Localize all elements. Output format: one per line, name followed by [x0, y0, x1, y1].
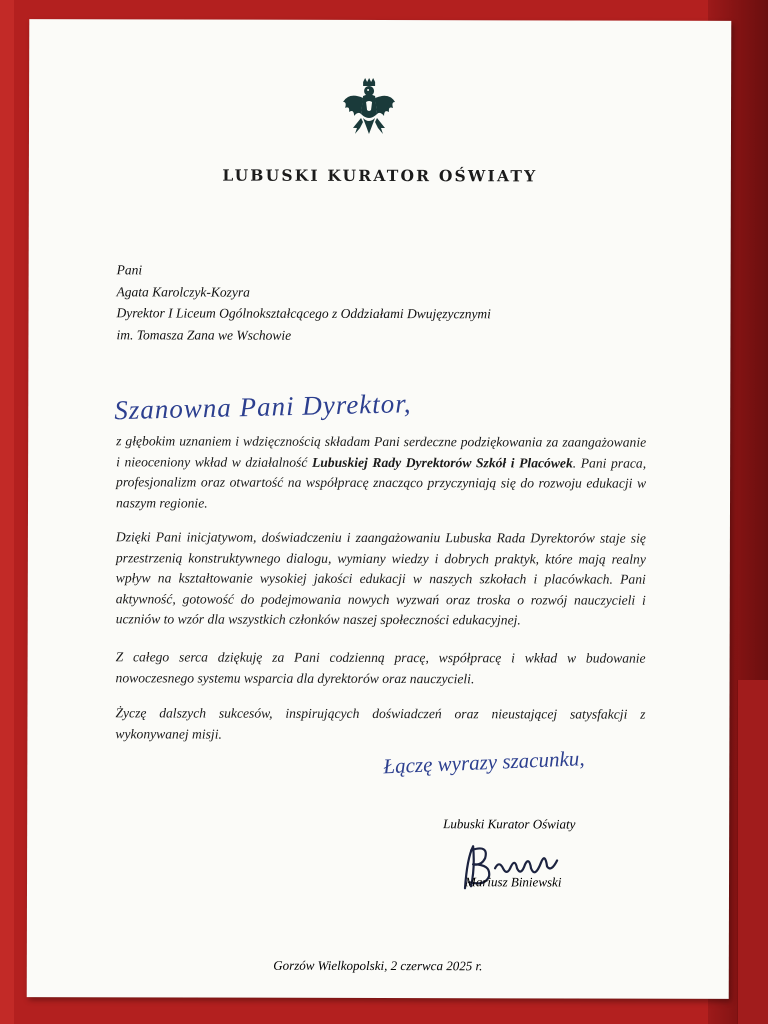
paragraph-1-text-a: z głębokim uznaniem i wdzięcznością składam Pani serdeczne podziękowania za zaangażowanie i nieoceniony wkład w działalność: [116, 433, 647, 470]
addressee-school: im. Tomasza Zana we Wschowie: [116, 326, 292, 343]
addressee-name: Agata Karolczyk-Kozyra: [116, 283, 250, 300]
addressee-block: [116, 259, 491, 346]
addressee-position: Dyrektor I Liceum Ogólnokształcącego z Oddziałami Dwujęzycznymi: [116, 305, 491, 322]
paragraph-1: [116, 431, 646, 514]
signature-title: Lubuski Kurator Oświaty: [443, 816, 576, 832]
signatory-name: Mariusz Biniewski: [465, 874, 562, 890]
polish-eagle-emblem-icon: [341, 78, 397, 144]
handwritten-greeting: Łączę wyrazy szacunku,: [382, 746, 585, 779]
paragraph-3: Z całego serca dziękuję za Pani codzienną pracę, współpracę i wkład w budowanie nowoczesnego systemu wsparcia dla dyrektorów oraz nauczycieli.: [115, 649, 646, 686]
place-and-date: Gorzów Wielkopolski, 2 czerwca 2025 r.: [273, 957, 483, 974]
addressee-title: Pani: [116, 262, 143, 278]
handwritten-salutation: Szanowna Pani Dyrektor,: [113, 388, 412, 426]
letter-sheet: [27, 19, 732, 999]
folder-pocket-flap: [737, 680, 768, 1024]
folder-left-edge: [0, 0, 14, 1024]
issuer-heading: LUBUSKI KURATOR OŚWIATY: [222, 165, 538, 186]
paragraph-4: Życzę dalszych sukcesów, inspirujących doświadczeń oraz nieustającej satysfakcji z wykonywanej misji.: [115, 705, 646, 742]
paragraph-1-bold: Lubuskiej Rady Dyrektorów Szkół i Placówek: [311, 454, 573, 471]
paragraph-1-text-b: . Pani praca, profesjonalizm oraz otwartość na współpracę znacząco przyczyniają się do rozwoju edukacji w naszym regionie.: [115, 455, 647, 511]
paragraph-2: Dzięki Pani inicjatywom, doświadczeniu i zaangażowaniu Lubuska Rada Dyrektorów staje się przestrzenią konstruktywnego dialogu, wymiany wiedzy i dobrych praktyk, które mają realny wpływ na kształtowanie wysokiej jakości edukacji w naszych szkołach i placówkach. Pani aktywność, gotowość do podejmowania nowych wyzwań oraz troska o rozwój nauczycieli i uczniów to wzór dla wszystkich członków naszej społeczności edukacyjnej.: [115, 529, 646, 628]
